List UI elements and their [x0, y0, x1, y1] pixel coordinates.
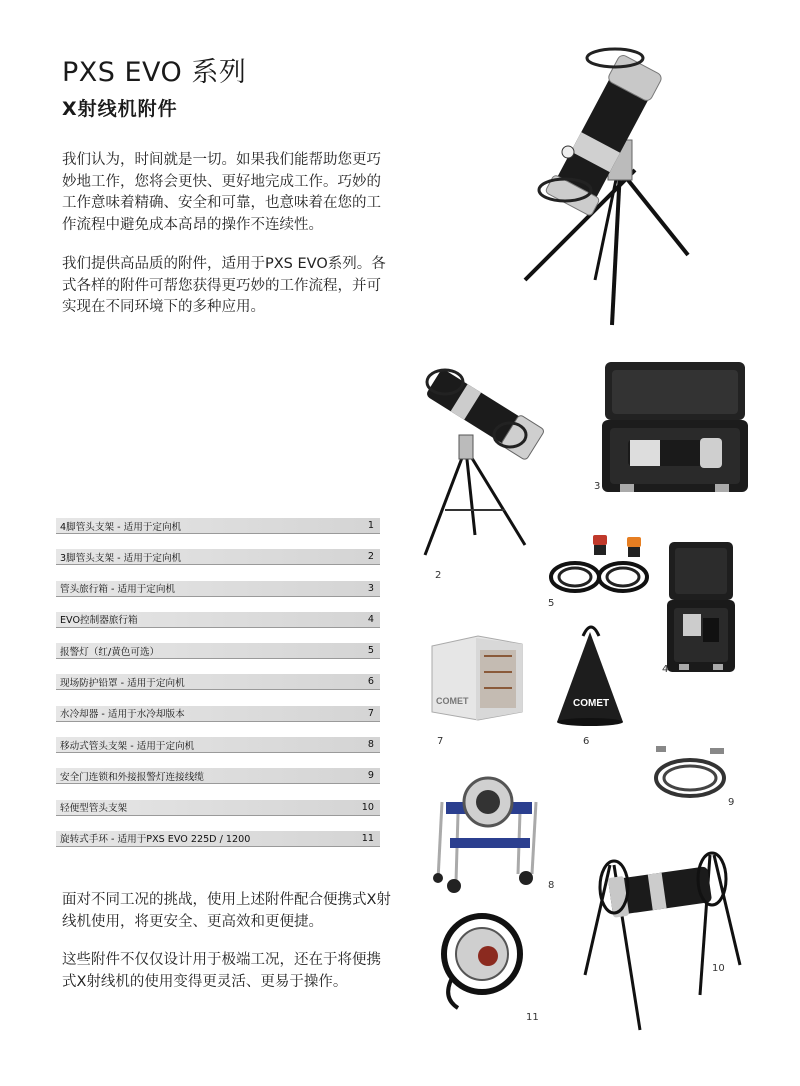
shield-logo: COMET	[573, 698, 610, 709]
list-item-label: 水冷却器 - 适用于水冷却版本	[60, 709, 185, 721]
figure-controller-travel-case	[665, 540, 737, 675]
list-item	[56, 800, 380, 816]
list-item-label: 4脚管头支架 - 适用于定向机	[60, 521, 182, 533]
list-item-number: 7	[367, 707, 374, 719]
cooler-logo: COMET	[436, 696, 469, 706]
figure-mobile-stand	[428, 762, 548, 897]
figure-interlock-cable	[650, 742, 732, 804]
page-subtitle: X射线机附件	[62, 98, 178, 120]
outro-paragraph-1: 面对不同工况的挑战，使用上述附件配合便携式X射线机使用，将更安全、更高效和更便捷。	[62, 892, 391, 930]
list-item-label: 移动式管头支架 - 适用于定向机	[60, 740, 195, 752]
list-item-label: 管头旅行箱 - 适用于定向机	[60, 584, 176, 596]
figure-label-10: 10	[712, 963, 725, 974]
list-item-label: 报警灯（红/黄色可选）	[60, 646, 160, 658]
list-item	[56, 831, 380, 847]
list-item	[56, 612, 380, 628]
list-item-number: 5	[367, 645, 374, 657]
figure-label-3: 3	[594, 481, 601, 492]
list-item	[56, 549, 380, 565]
intro-paragraph-2: 我们提供高品质的附件，适用于PXS EVO系列。各式各样的附件可帮您获得更巧妙的工作流程，并可实现在不同环境下的多种应用。	[62, 256, 386, 315]
list-item	[56, 581, 380, 597]
list-item	[56, 768, 380, 784]
list-item-number: 2	[367, 551, 374, 563]
list-item	[56, 643, 380, 659]
list-item-number: 4	[367, 613, 374, 625]
list-item-label: EVO控制器旅行箱	[60, 615, 138, 627]
figure-label-7: 7	[437, 736, 444, 747]
intro-paragraph-1: 我们认为，时间就是一切。如果我们能帮助您更巧妙地工作，您将会更快、更好地完成工作。巧妙的工作意味着精确、安全和可靠，也意味着在您的工作流程中避免成本高昂的操作不连续性。	[62, 152, 381, 233]
list-item-number: 11	[361, 832, 374, 844]
list-item-label: 安全门连锁和外接报警灯连接线缆	[60, 771, 204, 783]
accessory-list	[56, 518, 380, 862]
figure-lead-shield	[555, 620, 625, 730]
list-item	[56, 674, 380, 690]
figure-label-8: 8	[548, 880, 555, 891]
list-item-label: 轻便型管头支架	[60, 803, 128, 815]
figure-rotating-ring	[432, 912, 532, 1012]
list-item-number: 9	[367, 770, 374, 782]
list-item-number: 3	[367, 582, 374, 594]
list-item-number: 10	[361, 801, 374, 813]
list-item-number: 1	[367, 520, 374, 531]
outro-paragraph-2: 这些附件不仅仅设计用于极端工况，还在于将便携式X射线机的使用变得更灵活、更易于操作。	[62, 952, 381, 990]
figure-warning-lamps	[545, 525, 655, 600]
figure-tube-travel-case	[600, 360, 750, 495]
list-item-label: 旋转式手环 - 适用于PXS EVO 225D / 1200	[60, 834, 251, 846]
list-item	[56, 518, 380, 534]
list-item	[56, 706, 380, 722]
page-title: PXS EVO 系列	[62, 57, 247, 88]
figure-label-9: 9	[728, 797, 735, 808]
figure-label-2: 2	[435, 570, 442, 581]
figure-label-6: 6	[583, 736, 590, 747]
figure-lightweight-stand	[580, 845, 745, 1035]
figure-label-4: 4	[662, 664, 669, 675]
figure-four-leg-stand	[520, 40, 710, 330]
figure-label-5: 5	[548, 598, 555, 609]
list-item-label: 3脚管头支架 - 适用于定向机	[60, 552, 182, 564]
figure-water-cooler	[428, 632, 526, 722]
figure-three-leg-stand	[415, 360, 565, 560]
list-item-label: 现场防护铅罩 - 适用于定向机	[60, 677, 185, 689]
list-item-number: 8	[367, 739, 374, 751]
list-item-number: 6	[367, 676, 374, 688]
list-item	[56, 737, 380, 753]
figure-label-11: 11	[526, 1012, 539, 1023]
